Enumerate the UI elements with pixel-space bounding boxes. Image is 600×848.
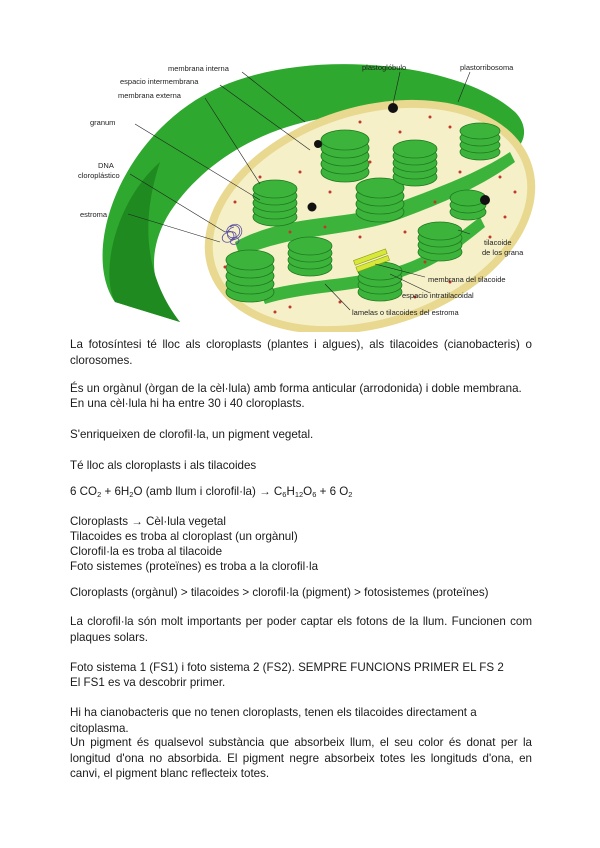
granum-5 [356, 178, 404, 222]
paragraph-pigment: Un pigment és qualsevol substància que absorbeix llum, el seu color és donat per la longitud d'ona no absorbida. El pigment negre absorbeix totes les longituds d'ona, en canvi, el pigment blanc reflecteix totes. [70, 736, 532, 780]
granum-2 [226, 250, 274, 302]
granum-1 [253, 180, 297, 226]
eq-part: O [303, 485, 313, 498]
eq-sub: 2 [129, 490, 134, 499]
label-espacio-intratilacoidal: espacio intratilacoidal [402, 291, 474, 300]
eq-part: + 6 O [316, 485, 349, 498]
eq-part: + 6H [104, 485, 130, 498]
granum-4 [321, 130, 369, 182]
list-line-4: Foto sistemes (proteïnes) es troba a la clorofil·la [70, 560, 319, 573]
label-granum: granum [90, 118, 116, 127]
eq-sub: 2 [348, 490, 353, 499]
eq-sub: 2 [97, 490, 102, 499]
label-membrana-tilacoide: membrana del tilacoide [428, 275, 506, 284]
list-line-2: Tilacoides es troba al cloroplast (un orgànul) [70, 530, 298, 543]
paragraph-location: Té lloc als cloroplasts i als tilacoides [70, 459, 257, 472]
label-tilacoide-line2: de los grana [482, 248, 524, 257]
label-plastorribosoma: plastorribosoma [460, 63, 514, 72]
label-plastoglobulo: plastoglóbulo [362, 63, 407, 72]
granum-8 [418, 222, 462, 261]
eq-sub: 6 [312, 490, 317, 499]
paragraph-hierarchy: Cloroplasts (orgànul) > tilacoides > clorofil·la (pigment) > fotosistemes (proteïnes) [70, 586, 489, 599]
label-lamelas: lamelas o tilacoides del estroma [352, 308, 459, 317]
paragraph-chlorophyll: S'enriqueixen de clorofil·la, un pigment vegetal. [70, 428, 314, 441]
list-line-3: Clorofil·la es troba al tilacoide [70, 545, 223, 558]
eq-sub: 6 [282, 490, 287, 499]
list-line-1: Cloroplasts → Cèl·lula vegetal [70, 515, 226, 528]
paragraph-cyanobacteria: Hi ha cianobacteris que no tenen cloroplasts, tenen els tilacoides directament a citoplasma. [70, 706, 477, 735]
eq-part: O (amb llum i clorofil·la) → C [133, 485, 283, 498]
eq-sub: 12 [294, 490, 304, 499]
label-membrana-externa: membrana externa [118, 91, 181, 100]
granum-3 [288, 237, 332, 276]
granum-10 [450, 190, 486, 220]
label-estroma: estroma [80, 210, 108, 219]
paragraph-photosystems: Foto sistema 1 (FS1) i foto sistema 2 (FS2). SEMPRE FUNCIONS PRIMER EL FS 2 [70, 661, 504, 674]
eq-part: H [286, 485, 295, 498]
label-membrana-interna: membrana interna [168, 64, 229, 73]
label-dna-line2: cloroplástico [78, 171, 120, 180]
paragraph-photosynthesis-location: La fotosíntesi té lloc als cloroplasts (plantes i algues), als tilacoides (cianobacteris) o clorosomes. [70, 338, 532, 367]
granum-7 [393, 140, 437, 186]
eq-part: 6 CO [70, 485, 98, 498]
paragraph-organelle-definition: És un orgànul (òrgan de la cèl·lula) amb forma anticular (arrodonida) i doble membrana. [70, 382, 522, 395]
paragraph-fs1-discovery: El FS1 es va descobrir primer. [70, 676, 226, 689]
label-tilacoide-line1: tilacoide [484, 238, 512, 247]
photosynthesis-equation [70, 484, 532, 500]
chloroplast-diagram [60, 52, 540, 332]
paragraph-chloroplast-count: En una cèl·lula hi ha entre 30 i 40 cloroplasts. [70, 397, 305, 410]
paragraph-solar-panels: La clorofil·la són molt importants per poder captar els fotons de la llum. Funcionen com plaques solars. [70, 615, 532, 644]
label-dna-line1: DNA [98, 161, 114, 170]
label-espacio-intermembrana: espacio intermembrana [120, 77, 199, 86]
granum-9 [460, 123, 500, 160]
